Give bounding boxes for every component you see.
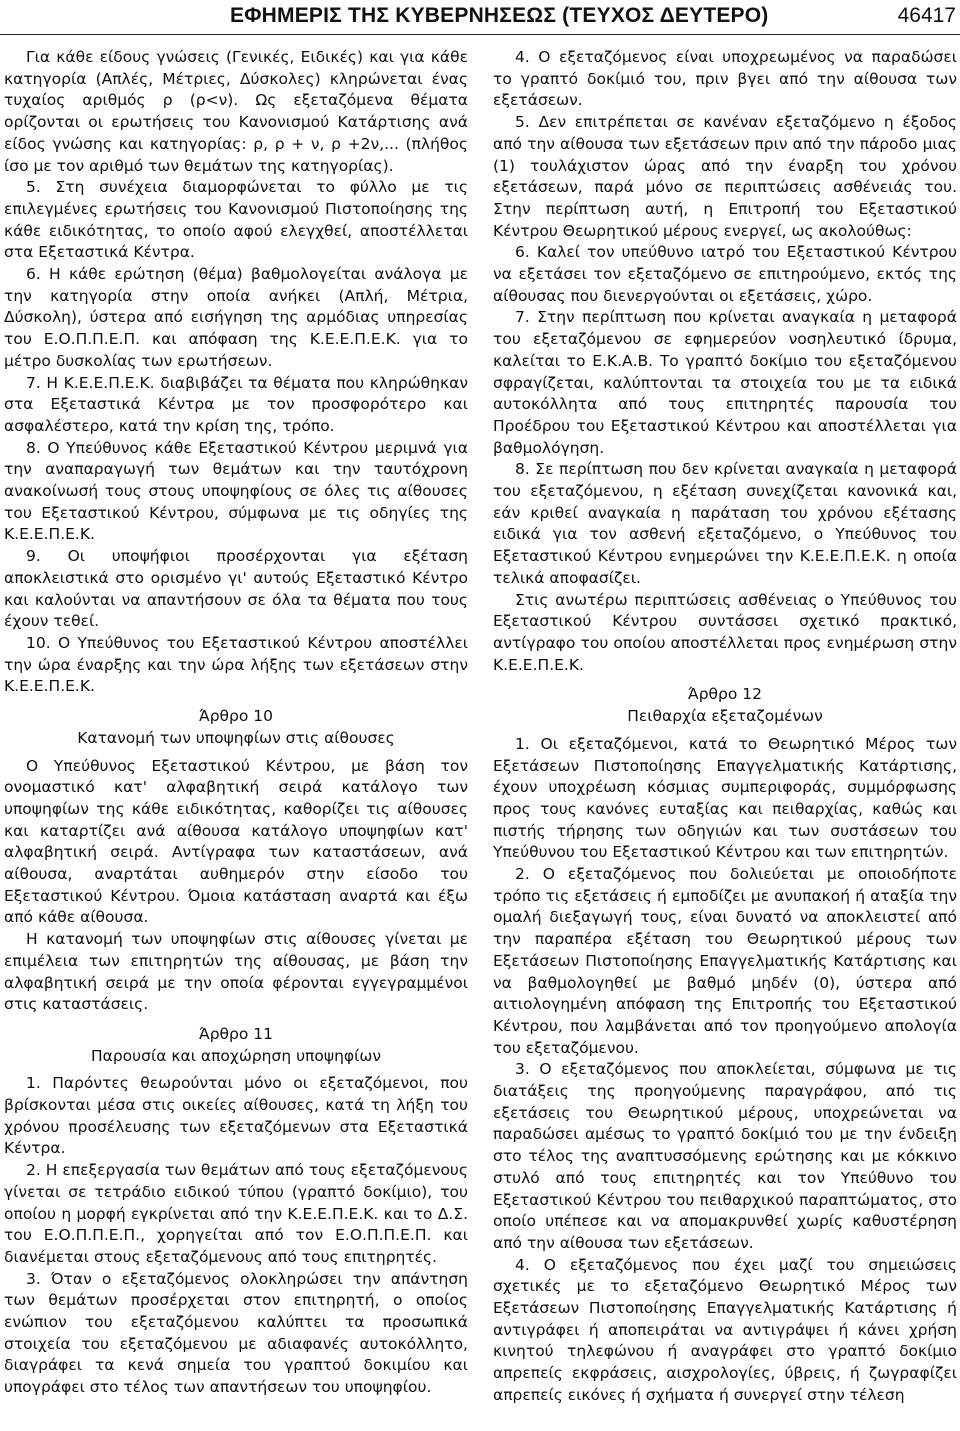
paragraph: 8. Ο Υπεύθυνος κάθε Εξεταστικού Κέντρου μεριμνά για την αναπαραγωγή των θεμάτων και την ταυτόχρονη ανακοίνωσή τους στους υποψηφίους σε όλες τις αίθουσες του Εξεταστικού Κέντρου, σύμφωνα με τις οδηγίες της Κ.Ε.Ε.Π.Ε.Κ.	[4, 438, 468, 544]
paragraph: 2. Η επεξεργασία των θεμάτων από τους εξεταζόμενους γίνεται σε τετράδιο ειδικού τύπου (γραπτό δοκίμιο), του οποίου η μορφή εγκρίνεται από την Κ.Ε.Ε.Π.Ε.Κ. και το Δ.Σ. του Ε.Ο.Π.Π.Ε.Π., χορηγείται από τον Ε.Ο.Π.Π.Ε.Π. και διανέμεται στους εξεταζόμενους από τους επιτηρητές.	[4, 1161, 468, 1266]
left-column	[4, 47, 468, 1399]
paragraph: Στις ανωτέρω περιπτώσεις ασθένειας ο Υπεύθυνος του Εξεταστικού Κέντρου συντάσσει σχετικό πρακτικό, αντίγραφο του οποίου αποστέλλεται προς ενημέρωση στην Κ.Ε.Ε.Π.Ε.Κ.	[493, 590, 957, 674]
paragraph: 5. Στη συνέχεια διαμορφώνεται το φύλλο με τις επιλεγμένες ερωτήσεις του Κανονισμού Πιστοποίησης της κάθε ειδικότητας, το οποίο αφού ελεγχθεί, αποστέλλεται στα Εξεταστικά Κέντρα.	[4, 178, 468, 262]
paragraph: 10. Ο Υπεύθυνος του Εξεταστικού Κέντρου αποστέλλει την ώρα έναρξης και την ώρα λήξης των εξετάσεων στην Κ.Ε.Ε.Π.Ε.Κ.	[4, 633, 468, 696]
article-number: Άρθρο 12	[687, 685, 763, 704]
paragraph: Ο Υπεύθυνος Εξεταστικού Κέντρου, με βάση τον ονομαστικό κατ' αλφαβητική σειρά κατάλογο των υποψηφίων της κάθε ειδικότητας, καθορίζει τις αίθουσες και καταρτίζει ανά αίθουσα κατάλογο υποψηφίων κατ' αλφαβητική σειρά. Αντίγραφα των καταστάσεων, ανά αίθουσα, αναρτάται αυθημερόν στην είσοδο του Εξεταστικού Κέντρου. Όμοια κατάσταση αναρτά και έξω από κάθε αίθουσα.	[4, 756, 468, 927]
article-number: Άρθρο 11	[198, 1024, 274, 1043]
paragraph: 1. Παρόντες θεωρούνται μόνο οι εξεταζόμενοι, που βρίσκονται μέσα στις οικείες αίθουσες, κατά τη λήξη του χρόνου προσέλευσης των εξεταζόμενων στα Εξεταστικά Κέντρα.	[4, 1074, 468, 1158]
paragraph: 9. Οι υποψήφιοι προσέρχονται για εξέταση αποκλειστικά στο ορισμένο γι' αυτούς Εξεταστικό Κέντρο και καλούνται να απαντήσουν σε όλα τα θέματα που τους έχουν τεθεί.	[4, 547, 468, 631]
paragraph: 7. Στην περίπτωση που κρίνεται αναγκαία η μεταφορά του εξεταζόμενου σε εφημερεύον νοσηλευτικό ίδρυμα, καλείται το Ε.Κ.Α.Β. Το γραπτό δοκίμιο του εξεταζόμενου σφραγίζεται, καλύπτονται τα στοιχεία του με τα ειδικά αυτοκόλλητα από τους επιτηρητές παρουσία του Προέδρου του Εξεταστικού Κέντρου και αποστέλλεται για βαθμολόγηση.	[493, 308, 957, 457]
article-title: Κατανομή των υποψηφίων στις αίθουσες	[77, 728, 395, 747]
article-12-heading	[493, 684, 957, 727]
paragraph: 5. Δεν επιτρέπεται σε κανέναν εξεταζόμενο η έξοδος από την αίθουσα των εξετάσεων πριν από την πάροδο μιας (1) τουλάχιστον ώρας από την έναρξη του χρόνου εξετάσεων, παρά μόνο σε περιπτώσεις ασθένειάς του. Στην περίπτωση αυτή, η Επιτροπή του Εξεταστικού Κέντρου Θεωρητικού μέρους ενεργεί, ως ακολούθως:	[493, 113, 957, 240]
paragraph: Η κατανομή των υποψηφίων στις αίθουσες γίνεται με επιμέλεια των επιτηρητών της αίθουσας, με βάση την αλφαβητική σειρά με την οποία φέρονται εγγεγραμμένοι στις καταστάσεις.	[4, 930, 468, 1014]
paragraph: 6. Καλεί τον υπεύθυνο ιατρό του Εξεταστικού Κέντρου να εξετάσει τον εξεταζόμενο σε επιτηρούμενο, εκτός της αίθουσας που διενεργούνται οι εξετάσεις, χώρο.	[493, 243, 957, 305]
article-number: Άρθρο 10	[198, 707, 274, 726]
paragraph: Για κάθε είδους γνώσεις (Γενικές, Ειδικές) και για κάθε κατηγορία (Απλές, Μέτριες, Δύσκολες) κληρώνεται ένας τυχαίος αριθμός ρ (ρ<ν). Ως εξεταζόμενα θέματα ορίζονται οι ερωτήσεις του Κανονισμού Κατάρτισης ανά είδος γνώσης και κατηγορίας: ρ, ρ + ν, ρ +2ν,... (πλήθος ίσο με τον αριθμό των θεμάτων της κατηγορίας).	[4, 48, 468, 175]
paragraph: 7. Η Κ.Ε.Ε.Π.Ε.Κ. διαβιβάζει τα θέματα που κληρώθηκαν στα Εξεταστικά Κέντρα με τον προσφορότερο και ασφαλέστερο, κατά την κρίση της, τρόπο.	[4, 373, 468, 435]
paragraph: 8. Σε περίπτωση που δεν κρίνεται αναγκαία η μεταφορά του εξεταζόμενου, η εξέταση συνεχίζεται κανονικά και, εάν κριθεί αναγκαία η παράταση του χρόνου εξέτασης ειδικά για τον ασθενή εξεταζόμενο, ο Υπεύθυνος του Εξεταστικού Κέντρου ενημερώνει την Κ.Ε.Ε.Π.Ε.Κ. η οποία τελικά αποφασίζει.	[493, 460, 957, 587]
paragraph: 1. Οι εξεταζόμενοι, κατά το Θεωρητικό Μέρος των Εξετάσεων Πιστοποίησης Επαγγελματικής Κατάρτισης, έχουν υποχρέωση κόσμιας συμπεριφοράς, συμμόρφωσης προς τους κανόνες ευταξίας και πειθαρχίας, καθώς και πιστής τήρησης των οδηγιών και των συστάσεων του Υπεύθυνου του Εξεταστικού Κέντρου και των επιτηρητών.	[493, 734, 957, 862]
page-header	[0, 0, 960, 35]
page-number: 46417	[897, 4, 956, 27]
article-title: Παρουσία και αποχώρηση υποψηφίων	[90, 1046, 382, 1065]
paragraph: 6. Η κάθε ερώτηση (θέμα) βαθμολογείται ανάλογα με την κατηγορία στην οποία ανήκει (Απλή, Μέτρια, Δύσκολη), ύστερα από εισήγηση της αρμόδιας υπηρεσίας του Ε.Ο.Π.Π.Ε.Π. και απόφαση της Κ.Ε.Ε.Π.Ε.Κ. για το μέτρο δυσκολίας των ερωτήσεων.	[4, 265, 468, 370]
gazette-title: ΕΦΗΜΕΡΙΣ ΤΗΣ ΚΥΒΕΡΝΗΣΕΩΣ (ΤΕΥΧΟΣ ΔΕΥΤΕΡΟ)	[230, 4, 769, 27]
article-10-heading	[4, 706, 468, 749]
paragraph: 3. Ο εξεταζόμενος που αποκλείεται, σύμφωνα με τις διατάξεις της προηγούμενης παραγράφου, από τις εξετάσεις του Θεωρητικού μέρους, υποχρεώνεται να παραδώσει αμέσως το γραπτό δοκίμιό του με την ένδειξη στο τέλος της αναπτυσσόμενης ερώτησης και με κόκκινο στυλό από τους επιτηρητές και τον Υπεύθυνο του Εξεταστικού Κέντρου του πειθαρχικού παραπτώματος, στο οποίο υπέπεσε και να απομακρυνθεί χωρίς καθυστέρηση από την αίθουσα των εξετάσεων.	[493, 1060, 957, 1252]
paragraph: 4. Ο εξεταζόμενος είναι υποχρεωμένος να παραδώσει το γραπτό δοκίμιό του, πριν βγει από την αίθουσα των εξετάσεων.	[493, 48, 957, 110]
right-column	[493, 47, 957, 1407]
paragraph: 3. Όταν ο εξεταζόμενος ολοκληρώσει την απάντηση των θεμάτων προσέρχεται στον επιτηρητή, ο οποίος ενώπιον του εξεταζόμενου καλύπτει τα προσωπικά στοιχεία του εξεταζόμενου με αδιαφανές αυτοκόλλητο, διαγράφει τα κενά σημεία του γραπτού δοκιμίου και υπογράφει στο τέλος των απαντήσεων του υποψηφίου.	[4, 1269, 468, 1397]
paragraph: 2. Ο εξεταζόμενος που δολιεύεται με οποιοδήποτε τρόπο τις εξετάσεις ή εμποδίζει με ανυπακοή ή αταξία την ομαλή διεξαγωγή τους, είναι δυνατό να αποκλειστεί από την παραπέρα εξέταση του Θεωρητικού μέρους των Εξετάσεων Πιστοποίησης Επαγγελματικής Κατάρτισης και να βαθμολογηθεί με βαθμό μηδέν (0), ύστερα από αιτιολογημένη απόφαση της Επιτροπής του Εξεταστικού Κέντρου, που λαμβάνεται από τον προηγούμενο απολογία του εξεταζόμενου.	[493, 865, 957, 1057]
article-11-heading	[4, 1024, 468, 1067]
paragraph: 4. Ο εξεταζόμενος που έχει μαζί του σημειώσεις σχετικές με το εξεταζόμενο Θεωρητικό Μέρος των Εξετάσεων Πιστοποίησης Επαγγελματικής Κατάρτισης ή αντιγράφει ή αποπειράται να αντιγράψει ή κάνει χρήση κινητού τηλεφώνου ή αναγράφει στο γραπτό δοκίμιο απρεπείς εκφράσεις, αισχρολογίες, ύβρεις, ή ζωγραφίζει απρεπείς εικόνες ή σχήματα ή συνεργεί στην τέλεση	[493, 1255, 957, 1404]
article-title: Πειθαρχία εξεταζομένων	[627, 707, 823, 726]
